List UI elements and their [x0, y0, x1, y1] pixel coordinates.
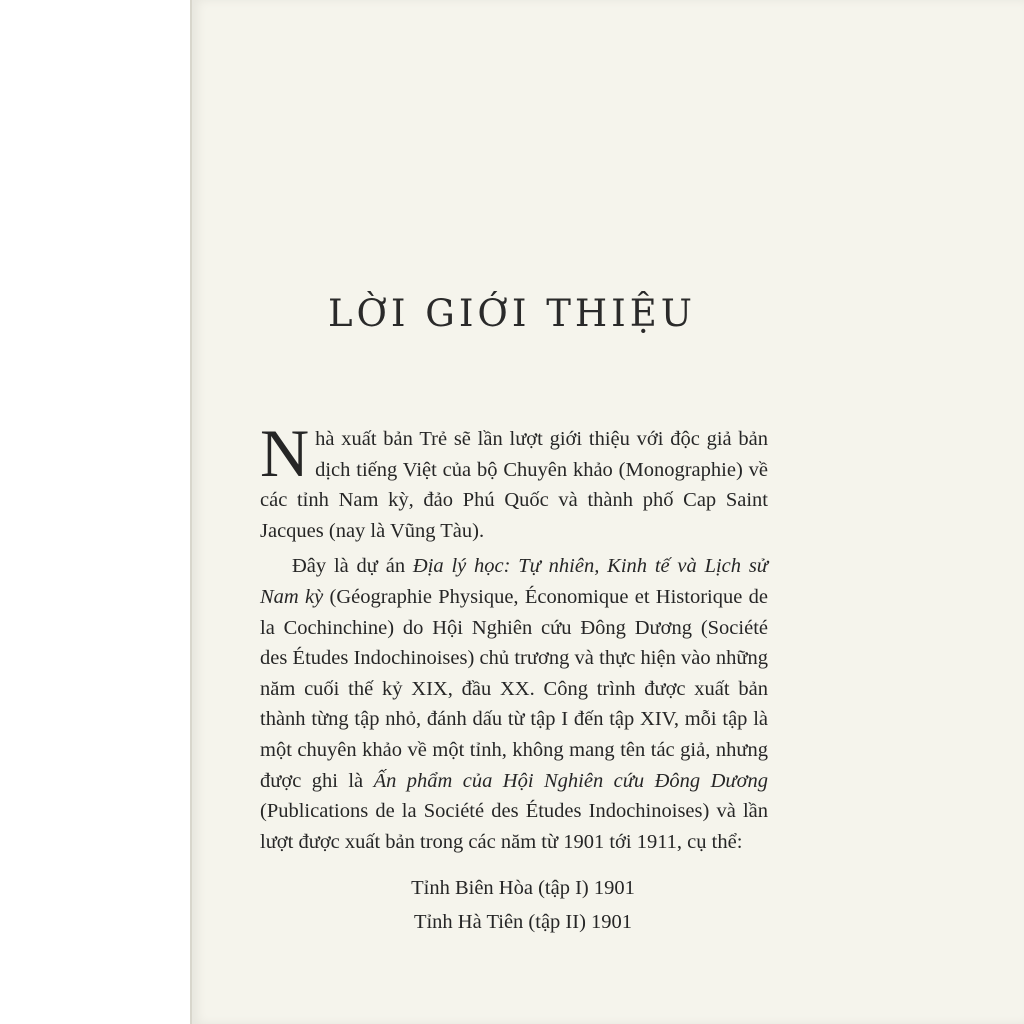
volume-item: Tỉnh Biên Hòa (tập I) 1901 [411, 877, 635, 900]
chapter-title: LỜI GIỚI THIỆU [328, 292, 696, 335]
project-title: Địa lý học: Tự nhiên, Kinh tế và Lịch sử Nam kỳ [260, 555, 768, 608]
volume-item: Tỉnh Hà Tiên (tập II) 1901 [413, 911, 633, 934]
paragraph-1 [260, 415, 768, 546]
body-text [260, 415, 769, 939]
paragraph-1-line-1: hà xuất bản Trẻ sẽ lần lượt giới thiệu với độc giả bản [315, 428, 768, 450]
paragraph-2-intro: Đây là dự án [292, 555, 413, 578]
volume-list [260, 871, 768, 939]
drop-cap: N [260, 415, 310, 491]
paragraph-2 [260, 551, 768, 857]
paragraph-1-line-2: dịch tiếng Việt của bộ Chuyên khảo (Monographie) [315, 458, 743, 481]
paragraph-2-end: (Publications de la Société des Études Indochinoises) và lần lượt được xuất bản trong các năm từ 1901 tới 1911, cụ thể: [260, 800, 768, 853]
paragraph-1-line-4: Jacques (nay là Vũng Tàu). [260, 519, 485, 542]
paragraph-1-line-3: về các tỉnh Nam kỳ, đảo Phú Quốc và thành phố Cap Saint [260, 458, 768, 512]
paragraph-2-middle: (Géographie Physique, Économique et Historique de la Cochinchine) do Hội Nghiên cứu Đông Dương (Société des Études Indochinoises) chủ trương và thực hiện vào những năm cuối thế kỷ XIX, đầu XX. Công trình được xuất bản thành từng tập nhỏ, đánh dấu từ tập I đến tập XIV, mỗi tập là một chuyên khảo về một tỉnh, không mang tên tác giả, nhưng được ghi là [260, 585, 768, 792]
publication-title: Ấn phẩm của Hội Nghiên cứu Đông Dương [373, 769, 769, 792]
